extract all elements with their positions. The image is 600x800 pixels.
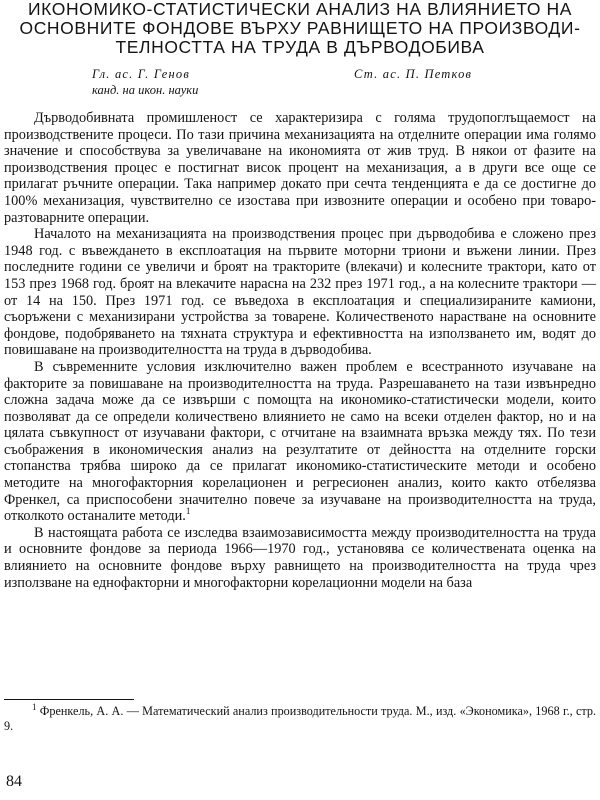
author-2 <box>354 66 472 82</box>
title-line-1: ИКОНОМИКО-СТАТИСТИЧЕСКИ АНАЛИЗ НА ВЛИЯНИЕТО НА <box>27 0 573 19</box>
author-1-degree: канд. на икон. науки <box>92 83 199 97</box>
footnote-reference: 1 <box>185 506 191 517</box>
footnote-separator <box>4 699 134 700</box>
page-number: 84 <box>6 773 22 790</box>
title-line-3: ТЕЛНОСТТА НА ТРУДА В ДЪРВОДОБИВА <box>115 37 485 57</box>
footnote-number: 1 <box>32 701 37 712</box>
title-line-2: ОСНОВНИТЕ ФОНДОВЕ ВЪРХУ РАВНИЩЕТО НА ПРОИЗВОДИ- <box>19 18 581 38</box>
paragraph-2 <box>4 226 596 359</box>
author-block <box>0 66 600 102</box>
paragraph-1-text: Дърводобивната промишленост се характеризира с голяма трудопоглъщаемост на производствените процеси. По тази причина механизацията на отделните операции има голямо значение и способствува за увеличаване на икономията от жив труд. В някои от фазите на производствения процес е постигнат висок процент на механизация, а в други все още се прилагат ръчните операции. Така например докато при сечта тенденцията е да се достигне до 100% механизация, чувствително се изостава при извозните операции и особено при товаро-разтоварните операции. <box>4 110 596 226</box>
author-1-name: Гл. ас. Г. Генов <box>92 67 190 81</box>
paragraph-4 <box>4 525 596 591</box>
paragraph-1 <box>4 110 596 226</box>
footnote-text: Френкель, А. А. — Математический анализ производительности труда. М., изд. «Экономика», 1968 г., стр. 9. <box>4 704 596 733</box>
paragraph-3-text: В съвременните условия изключително важен проблем е всестранното изучаване на факторите за повишаване на производителността на труда. Разрешаването на тази извънредно сложна задача може да се извърши с помощта на икономико-статистически модели, които позволяват да се определи количествено влиянието не само на всеки отделен фактор, но и на цялата съвкупност от изучавани фактори, с отчитане на взаимната връзка между тях. По тези съображения в икономическия анализ на резултатите от дейността на отделните горски стопанства трябва широко да се прилагат икономико-статистическите методи и особено методите на многофакторния корелационен и регресионен анализ, които както отбелязва Френкел, са приспособени значително повече за изучаване на производителността на труда, отколкото останалите методи. <box>4 358 596 525</box>
paragraph-4-text: В настоящата работа се изследва взаимозависимостта между производителността на труда и основните фондове за периода 1966—1970 год., установява се количествената оценка на влиянието на основните фондове върху равнището на производителността на труда чрез използване на еднофакторни и многофакторни корелационни модели на база <box>4 524 596 591</box>
article-body <box>4 110 596 591</box>
paragraph-3 <box>4 359 596 525</box>
footnote <box>4 701 596 734</box>
author-1 <box>92 66 198 98</box>
author-2-name: Ст. ас. П. Петков <box>354 67 473 81</box>
paragraph-2-text: Началото на механизацията на производствения процес при дърводобива е сложено през 1948 год. с въвеждането в експлоатация на първите моторни триони и въжени линии. През последните години се увеличи и броят на тракторите (влекачи) и колесните трактори, като от 153 през 1968 год. броят на влекачите нарасна на 232 през 1971 год., а на колесните трактори — от 14 на 150. През 1971 год. се въведоха в експлоатация и специализираните камиони, съоръжени с механизирани устройства за товарене. Количественото нарастване на основните фондове, подобряването на тяхната структура и ефективността на използването им, водят до повишаване на производителността на труда в дърводобива. <box>4 226 596 359</box>
footnote-entry <box>4 701 596 734</box>
article-title <box>0 0 600 57</box>
